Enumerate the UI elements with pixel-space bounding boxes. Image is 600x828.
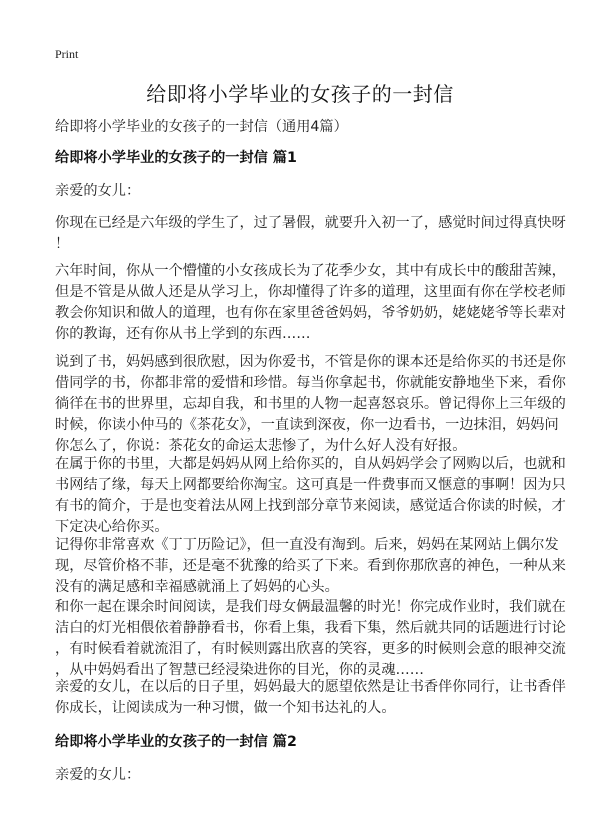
print-label: Print (55, 47, 79, 61)
document-subtitle (55, 117, 565, 138)
greeting-text: 亲爱的女儿： (55, 767, 141, 783)
paragraph-7 (55, 677, 565, 719)
page-title: 给即将小学毕业的女孩子的一封信 (146, 82, 454, 106)
paragraph-1 (55, 213, 565, 255)
section-heading-1 (55, 148, 565, 169)
paragraph-line: ，有时候看着就流泪了，有时候则露出欣喜的笑容，更多的时候则会意的眼神交流 (55, 641, 566, 657)
section-heading-text: 给即将小学毕业的女孩子的一封信 篇2 (55, 734, 297, 750)
subtitle-text: 给即将小学毕业的女孩子的一封信（通用4篇） (55, 119, 348, 135)
paragraph-line: 没有的满足感和幸福感就涌上了妈妈的心头。 (55, 579, 339, 595)
paragraph-line: 你成长，让阅读成为一种习惯，做一个知书达礼的人。 (55, 700, 396, 716)
greeting-text: 亲爱的女儿： (55, 183, 141, 199)
paragraph-line: 下定决心给你买。 (55, 519, 169, 535)
paragraph-line: 记得你非常喜欢《丁丁历险记》，但一直没有淘到。后来，妈妈在某网站上偶尔发 (55, 537, 559, 553)
paragraph-line: 借同学的书，你都非常的爱惜和珍惜。每当你拿起书，你就能安静地坐下来，看你 (55, 375, 566, 391)
paragraph-5 (55, 535, 565, 598)
paragraph-line: 六年时间，你从一个懵懂的小女孩成长为了花季少女，其中有成长中的酸甜苦辣， (55, 263, 566, 279)
paragraph-line: 洁白的灯光相偎依着静静看书，你看上集，我看下集，然后就共同的话题进行讨论 (55, 620, 566, 636)
paragraph-line: 亲爱的女儿，在以后的日子里，妈妈最大的愿望依然是让书香伴你同行，让书香伴 (55, 679, 566, 695)
paragraph-line: 书网结了缘，每天上网都要给你淘宝。这可真是一件费事而又惬意的事啊！因为只 (55, 477, 566, 493)
paragraph-line: 你现在已经是六年级的学生了，过了暑假，就要升入初一了，感觉时间过得真快呀 (55, 215, 566, 231)
paragraph-line: 和你一起在课余时间阅读，是我们母女俩最温馨的时光！你完成作业时，我们就在 (55, 599, 566, 615)
paragraph-line: 说到了书，妈妈感到很欣慰，因为你爱书，不管是你的课本还是给你买的书还是你 (55, 354, 566, 370)
greeting-1 (55, 181, 565, 202)
paragraph-line: 教会你知识和做人的道理，也有你在家里爸爸妈妈，爷爷奶奶，姥姥姥爷等长辈对 (55, 305, 566, 321)
paragraph-line: ，从中妈妈看出了智慧已经浸染进你的目光，你的灵魂…… (55, 662, 424, 678)
paragraph-4 (55, 454, 565, 538)
paragraph-line: 你怎么了，你说：茶花女的命运太悲惨了，为什么好人没有好报。 (55, 438, 467, 454)
section-heading-text: 给即将小学毕业的女孩子的一封信 篇1 (55, 150, 297, 166)
paragraph-line: 但是不管是从做人还是从学习上，你却懂得了许多的道理，这里面有你在学校老师 (55, 284, 566, 300)
paragraph-3 (55, 352, 565, 457)
paragraph-line: 你的教诲，还有你从书上学到的东西…… (55, 326, 311, 342)
paragraph-line: ！ (55, 236, 70, 252)
section-heading-2 (55, 732, 565, 753)
paragraph-line: 时候，你读小仲马的《茶花女》，一直读到深夜，你一边看书，一边抹泪，妈妈问 (55, 417, 559, 433)
greeting-2 (55, 765, 565, 786)
paragraph-2 (55, 261, 565, 345)
paragraph-6 (55, 597, 565, 681)
paragraph-line: 在属于你的书里，大都是妈妈从网上给你买的，自从妈妈学会了网购以后，也就和 (55, 456, 566, 472)
paragraph-line: 徜徉在书的世界里，忘却自我，和书里的人物一起喜怒哀乐。曾记得你上三年级的 (55, 396, 566, 412)
paragraph-line: 现，尽管价格不菲，还是毫不犹豫的给买了下来。看到你那欣喜的神色，一种从来 (55, 558, 566, 574)
paragraph-line: 有书的简介，于是也变着法从网上找到部分章节来阅读，感觉适合你读的时候，才 (55, 498, 566, 514)
